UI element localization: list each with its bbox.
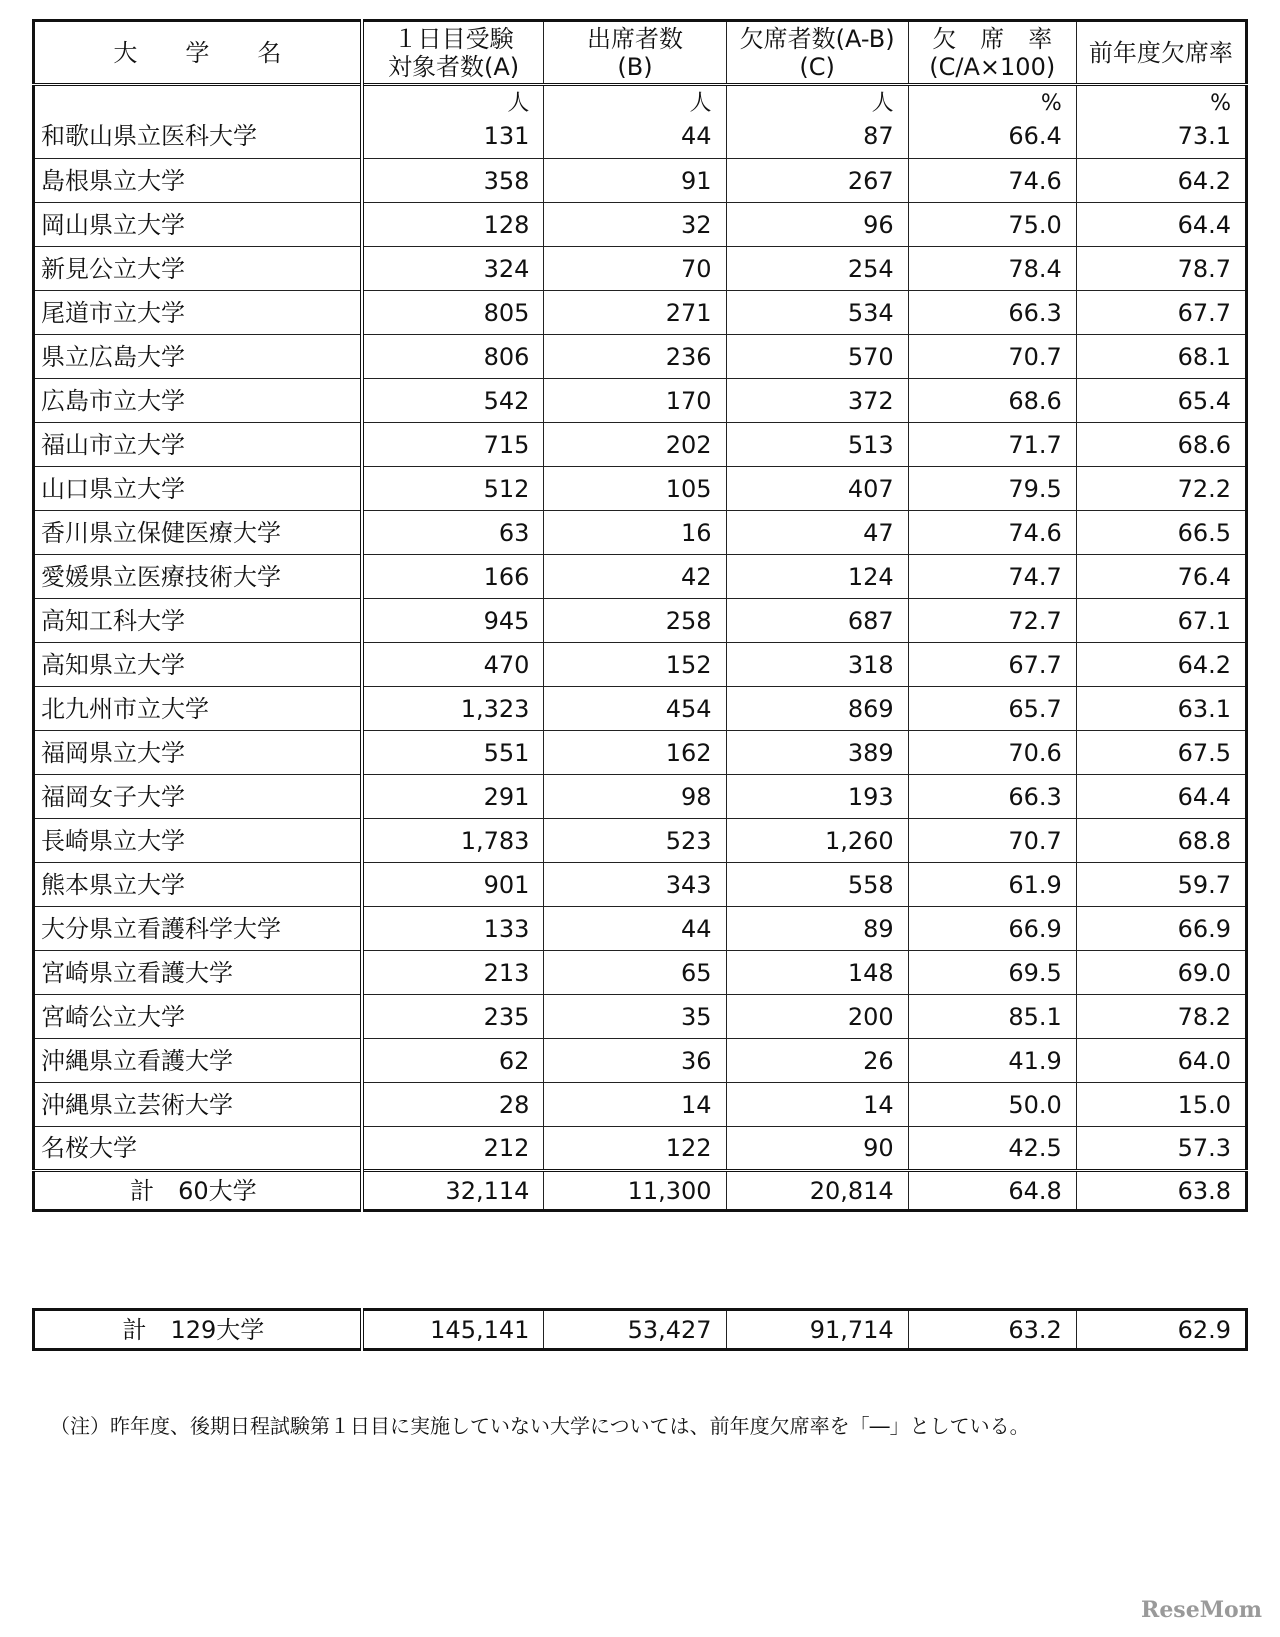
table-row [34, 511, 1247, 555]
absentees-cell: 318 [726, 643, 908, 687]
previous-rate-cell: 15.0 [1076, 1083, 1246, 1127]
table-row [34, 555, 1247, 599]
previous-rate-cell: 66.5 [1076, 511, 1246, 555]
previous-rate-cell: 59.7 [1076, 863, 1246, 907]
table-row [34, 423, 1247, 467]
grand-total-prev: 62.9 [1076, 1310, 1246, 1350]
university-name-cell: 宮崎県立看護大学 [34, 951, 362, 995]
previous-rate-cell: 76.4 [1076, 555, 1246, 599]
table-row [34, 159, 1247, 203]
attendees-cell: 152 [544, 643, 726, 687]
university-name-cell: 大分県立看護科学大学 [34, 907, 362, 951]
university-name-cell: 福山市立大学 [34, 423, 362, 467]
university-name-cell: 尾道市立大学 [34, 291, 362, 335]
previous-rate-cell: 67.7 [1076, 291, 1246, 335]
absentees-cell: 87 [726, 115, 908, 159]
attendees-cell: 98 [544, 775, 726, 819]
examinees-cell: 235 [362, 995, 544, 1039]
absentees-cell: 193 [726, 775, 908, 819]
university-name-cell: 北九州市立大学 [34, 687, 362, 731]
unit-cell-b: 人 [544, 85, 726, 115]
absence-rate-cell: 70.7 [908, 819, 1076, 863]
absence-rate-cell: 74.7 [908, 555, 1076, 599]
absentees-cell: 148 [726, 951, 908, 995]
absentees-cell: 124 [726, 555, 908, 599]
attendees-cell: 14 [544, 1083, 726, 1127]
examinees-cell: 1,323 [362, 687, 544, 731]
absence-rate-cell: 41.9 [908, 1039, 1076, 1083]
absence-rate-cell: 75.0 [908, 203, 1076, 247]
previous-rate-cell: 73.1 [1076, 115, 1246, 159]
university-name-cell: 宮崎公立大学 [34, 995, 362, 1039]
table-row [34, 1083, 1247, 1127]
absentees-cell: 534 [726, 291, 908, 335]
attendees-cell: 65 [544, 951, 726, 995]
university-name-cell: 沖縄県立看護大学 [34, 1039, 362, 1083]
table-row [34, 687, 1247, 731]
examinees-cell: 470 [362, 643, 544, 687]
attendees-cell: 523 [544, 819, 726, 863]
examinees-cell: 133 [362, 907, 544, 951]
absentees-cell: 90 [726, 1127, 908, 1171]
subtotal-c: 20,814 [726, 1171, 908, 1211]
attendees-cell: 105 [544, 467, 726, 511]
subtotal-b: 11,300 [544, 1171, 726, 1211]
examinees-cell: 805 [362, 291, 544, 335]
examinees-cell: 128 [362, 203, 544, 247]
examinees-cell: 212 [362, 1127, 544, 1171]
attendees-cell: 162 [544, 731, 726, 775]
examinees-cell: 542 [362, 379, 544, 423]
previous-rate-cell: 78.7 [1076, 247, 1246, 291]
absence-rate-cell: 79.5 [908, 467, 1076, 511]
grand-total-rate: 63.2 [908, 1310, 1076, 1350]
university-name-cell: 長崎県立大学 [34, 819, 362, 863]
absentees-cell: 570 [726, 335, 908, 379]
absence-rate-cell: 74.6 [908, 159, 1076, 203]
table-row [34, 203, 1247, 247]
examinees-cell: 28 [362, 1083, 544, 1127]
attendees-cell: 271 [544, 291, 726, 335]
previous-rate-cell: 64.4 [1076, 775, 1246, 819]
previous-rate-cell: 66.9 [1076, 907, 1246, 951]
absence-rate-cell: 50.0 [908, 1083, 1076, 1127]
unit-cell-name [34, 85, 362, 115]
attendees-cell: 44 [544, 115, 726, 159]
absentees-cell: 372 [726, 379, 908, 423]
table-row [34, 599, 1247, 643]
attendees-cell: 35 [544, 995, 726, 1039]
attendees-cell: 70 [544, 247, 726, 291]
table-row [34, 731, 1247, 775]
absence-rate-cell: 71.7 [908, 423, 1076, 467]
examinees-cell: 512 [362, 467, 544, 511]
absence-rate-cell: 66.9 [908, 907, 1076, 951]
footnote: （注）昨年度、後期日程試験第１日目に実施していない大学については、前年度欠席率を「―」としている。 [50, 1414, 1030, 1438]
table-row [34, 907, 1247, 951]
table-row [34, 819, 1247, 863]
examinees-cell: 131 [362, 115, 544, 159]
university-name-cell: 新見公立大学 [34, 247, 362, 291]
previous-rate-cell: 64.4 [1076, 203, 1246, 247]
university-name-cell: 和歌山県立医科大学 [34, 115, 362, 159]
absentees-cell: 47 [726, 511, 908, 555]
unit-cell-prev: % [1076, 85, 1246, 115]
absentees-cell: 407 [726, 467, 908, 511]
absence-rate-cell: 42.5 [908, 1127, 1076, 1171]
header-attendees: 出席者数 (B) [544, 21, 726, 85]
university-name-cell: 香川県立保健医療大学 [34, 511, 362, 555]
grand-total-row [34, 1310, 1247, 1350]
table-row [34, 643, 1247, 687]
table-row [34, 291, 1247, 335]
unit-cell-a: 人 [362, 85, 544, 115]
absentees-cell: 869 [726, 687, 908, 731]
absence-rate-cell: 66.3 [908, 291, 1076, 335]
examinees-cell: 291 [362, 775, 544, 819]
examinees-cell: 945 [362, 599, 544, 643]
attendees-cell: 122 [544, 1127, 726, 1171]
header-absentees: 欠席者数(A-B) (C) [726, 21, 908, 85]
absence-rate-table [32, 19, 1248, 1212]
university-name-cell: 県立広島大学 [34, 335, 362, 379]
absentees-cell: 14 [726, 1083, 908, 1127]
examinees-cell: 806 [362, 335, 544, 379]
table-row [34, 467, 1247, 511]
absentees-cell: 267 [726, 159, 908, 203]
previous-rate-cell: 68.8 [1076, 819, 1246, 863]
previous-rate-cell: 68.6 [1076, 423, 1246, 467]
table-row [34, 863, 1247, 907]
absentees-cell: 389 [726, 731, 908, 775]
previous-rate-cell: 67.1 [1076, 599, 1246, 643]
header-row [34, 21, 1247, 85]
header-absence-rate: 欠 席 率 (C/A×100) [908, 21, 1076, 85]
grand-total-label: 計 129大学 [34, 1310, 362, 1350]
examinees-cell: 166 [362, 555, 544, 599]
examinees-cell: 62 [362, 1039, 544, 1083]
attendees-cell: 91 [544, 159, 726, 203]
examinees-cell: 358 [362, 159, 544, 203]
table-row [34, 995, 1247, 1039]
attendees-cell: 32 [544, 203, 726, 247]
grand-total-a: 145,141 [362, 1310, 544, 1350]
previous-rate-cell: 68.1 [1076, 335, 1246, 379]
absence-rate-cell: 72.7 [908, 599, 1076, 643]
university-name-cell: 高知工科大学 [34, 599, 362, 643]
attendees-cell: 44 [544, 907, 726, 951]
absentees-cell: 687 [726, 599, 908, 643]
header-university-name: 大 学 名 [34, 21, 362, 85]
university-name-cell: 福岡県立大学 [34, 731, 362, 775]
absence-rate-cell: 70.6 [908, 731, 1076, 775]
university-name-cell: 広島市立大学 [34, 379, 362, 423]
table-row [34, 379, 1247, 423]
table-row [34, 1127, 1247, 1171]
examinees-cell: 715 [362, 423, 544, 467]
subtotal-a: 32,114 [362, 1171, 544, 1211]
university-name-cell: 山口県立大学 [34, 467, 362, 511]
absence-rate-cell: 61.9 [908, 863, 1076, 907]
previous-rate-cell: 65.4 [1076, 379, 1246, 423]
attendees-cell: 454 [544, 687, 726, 731]
attendees-cell: 42 [544, 555, 726, 599]
subtotal-prev: 63.8 [1076, 1171, 1246, 1211]
absentees-cell: 96 [726, 203, 908, 247]
university-name-cell: 高知県立大学 [34, 643, 362, 687]
attendees-cell: 16 [544, 511, 726, 555]
university-name-cell: 岡山県立大学 [34, 203, 362, 247]
previous-rate-cell: 57.3 [1076, 1127, 1246, 1171]
unit-cell-c: 人 [726, 85, 908, 115]
examinees-cell: 213 [362, 951, 544, 995]
absence-rate-cell: 67.7 [908, 643, 1076, 687]
university-name-cell: 島根県立大学 [34, 159, 362, 203]
absentees-cell: 254 [726, 247, 908, 291]
attendees-cell: 236 [544, 335, 726, 379]
grand-total-b: 53,427 [544, 1310, 726, 1350]
absentees-cell: 513 [726, 423, 908, 467]
examinees-cell: 901 [362, 863, 544, 907]
university-name-cell: 福岡女子大学 [34, 775, 362, 819]
university-name-cell: 名桜大学 [34, 1127, 362, 1171]
absentees-cell: 26 [726, 1039, 908, 1083]
unit-cell-rate: % [908, 85, 1076, 115]
attendees-cell: 343 [544, 863, 726, 907]
subtotal-rate: 64.8 [908, 1171, 1076, 1211]
table-row [34, 247, 1247, 291]
subtotal-row [34, 1171, 1247, 1211]
absence-rate-cell: 69.5 [908, 951, 1076, 995]
previous-rate-cell: 64.2 [1076, 643, 1246, 687]
absence-rate-cell: 65.7 [908, 687, 1076, 731]
examinees-cell: 551 [362, 731, 544, 775]
previous-rate-cell: 64.0 [1076, 1039, 1246, 1083]
absence-rate-cell: 74.6 [908, 511, 1076, 555]
examinees-cell: 63 [362, 511, 544, 555]
examinees-cell: 324 [362, 247, 544, 291]
subtotal-label: 計 60大学 [34, 1171, 362, 1211]
previous-rate-cell: 72.2 [1076, 467, 1246, 511]
absence-rate-cell: 70.7 [908, 335, 1076, 379]
absentees-cell: 558 [726, 863, 908, 907]
absentees-cell: 200 [726, 995, 908, 1039]
header-previous-rate: 前年度欠席率 [1076, 21, 1246, 85]
absence-rate-cell: 66.3 [908, 775, 1076, 819]
absence-rate-cell: 68.6 [908, 379, 1076, 423]
absentees-cell: 1,260 [726, 819, 908, 863]
table-row [34, 775, 1247, 819]
previous-rate-cell: 64.2 [1076, 159, 1246, 203]
absence-rate-cell: 78.4 [908, 247, 1076, 291]
table-row [34, 115, 1247, 159]
attendees-cell: 258 [544, 599, 726, 643]
absence-rate-cell: 66.4 [908, 115, 1076, 159]
grand-total-table [32, 1308, 1248, 1351]
header-examinees: １日目受験 対象者数(A) [362, 21, 544, 85]
previous-rate-cell: 67.5 [1076, 731, 1246, 775]
attendees-cell: 170 [544, 379, 726, 423]
university-name-cell: 沖縄県立芸術大学 [34, 1083, 362, 1127]
previous-rate-cell: 78.2 [1076, 995, 1246, 1039]
examinees-cell: 1,783 [362, 819, 544, 863]
university-name-cell: 愛媛県立医療技術大学 [34, 555, 362, 599]
grand-total-c: 91,714 [726, 1310, 908, 1350]
attendees-cell: 202 [544, 423, 726, 467]
attendees-cell: 36 [544, 1039, 726, 1083]
table-row [34, 951, 1247, 995]
watermark-logo: ReseMom [1141, 1597, 1262, 1623]
absentees-cell: 89 [726, 907, 908, 951]
unit-row [34, 85, 1247, 115]
previous-rate-cell: 69.0 [1076, 951, 1246, 995]
previous-rate-cell: 63.1 [1076, 687, 1246, 731]
university-name-cell: 熊本県立大学 [34, 863, 362, 907]
table-row [34, 335, 1247, 379]
table-row [34, 1039, 1247, 1083]
absence-rate-cell: 85.1 [908, 995, 1076, 1039]
